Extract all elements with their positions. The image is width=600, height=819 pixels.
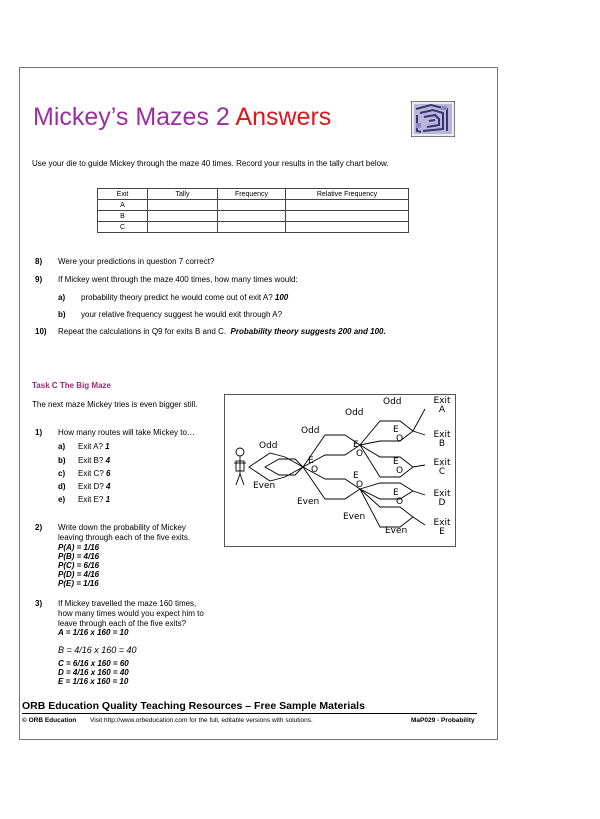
maze-label-odd: Odd	[383, 397, 402, 407]
q10-text: Repeat the calculations in Q9 for exits B and C. Probability theory suggests 200 and 100.	[58, 327, 386, 336]
tc-q1-item: Exit E? 1	[78, 495, 111, 504]
tc-q3-answer: E = 1/16 x 160 = 10	[58, 677, 129, 686]
table-cell: C	[98, 222, 148, 233]
maze-eo-o: O	[396, 434, 404, 444]
tc-q3-line: If Mickey travelled the maze 160 times,	[58, 599, 197, 608]
maze-label-odd: Odd	[345, 408, 364, 418]
intro-text: Use your die to guide Mickey through the maze 40 times. Record your results in the tally chart below.	[32, 159, 389, 168]
q9a-text: probability theory predict he would come out of exit A? 100	[81, 293, 289, 302]
tc-q1-item-label: c)	[58, 469, 66, 478]
tc-q1-item: Exit B? 4	[78, 456, 111, 465]
title-part1: Mickey’s Mazes 2	[33, 103, 230, 131]
maze-eo-o: O	[311, 465, 319, 475]
maze-eo-e: E	[353, 471, 359, 481]
tc-q1-item-label: e)	[58, 495, 66, 504]
tc-q3-line: how many times would you expect him to	[58, 609, 204, 618]
tc-q1-text: How many routes will take Mickey to…	[58, 428, 195, 437]
table-header: Tally	[148, 189, 218, 200]
table-cell: A	[98, 200, 148, 211]
q8-number: 8)	[35, 257, 43, 266]
q9b-text: your relative frequency suggest he would exit through A?	[81, 310, 283, 319]
maze-exit-c: Exit C	[433, 458, 451, 477]
tc-q2-answer: P(C) = 6/16	[58, 561, 100, 570]
maze-eo-o: O	[356, 480, 364, 490]
maze-eo-e: E	[308, 456, 314, 466]
maze-exit-d: Exit D	[433, 489, 451, 508]
q9a-answer: 100	[274, 293, 289, 302]
maze-exit-b: Exit B	[433, 430, 451, 449]
q9-number: 9)	[35, 275, 43, 284]
tc-q1-number: 1)	[35, 428, 43, 437]
tc-q3-line: leave through each of the five exits?	[58, 619, 187, 628]
tc-q1-item: Exit D? 4	[78, 482, 111, 491]
maze-label-even: Even	[385, 526, 408, 536]
tc-q3-number: 3)	[35, 599, 43, 608]
maze-label-even: Even	[297, 497, 320, 507]
task-c-intro: The next maze Mickey tries is even bigger still.	[32, 400, 198, 409]
table-header: Frequency	[218, 189, 286, 200]
tc-q1-item-label: a)	[58, 442, 66, 451]
footer-divider	[22, 713, 477, 714]
table-header: Relative Frequency	[286, 189, 409, 200]
tally-table	[97, 188, 409, 233]
maze-eo-o: O	[356, 449, 364, 459]
q8-text: Were your predictions in question 7 correct?	[58, 257, 215, 266]
footer-copyright: © ORB Education	[22, 717, 77, 724]
maze-label-even: Even	[343, 512, 366, 522]
tc-q1-item: Exit A? 1	[78, 442, 110, 451]
q9-text: If Mickey went through the maze 400 times, how many times would:	[58, 275, 298, 284]
table-row	[98, 200, 409, 211]
tc-q3-answer-b: B = 4/16 x 160 = 40	[58, 645, 137, 655]
maze-eo-e: E	[393, 457, 399, 467]
maze-eo-e: E	[393, 488, 399, 498]
q9b-label: b)	[58, 310, 66, 319]
q10-number: 10)	[35, 327, 47, 336]
q9a-label: a)	[58, 293, 66, 302]
table-row	[98, 222, 409, 233]
page-title	[33, 103, 331, 132]
tc-q2-answer: P(E) = 1/16	[58, 579, 99, 588]
table-cell: B	[98, 211, 148, 222]
tc-q2-line: Write down the probability of Mickey	[58, 523, 186, 532]
maze-label-even: Even	[253, 481, 276, 491]
tc-q3-answer: C = 6/16 x 160 = 60	[58, 659, 129, 668]
footer-visit: Visit http://www.orbeducation.com for the full, editable versions with solutions.	[90, 717, 313, 724]
tc-q3-answer: A = 1/16 x 160 = 10	[58, 628, 129, 637]
task-c-heading: Task C The Big Maze	[32, 381, 111, 390]
maze-label-odd: Odd	[259, 441, 278, 451]
maze-logo-icon	[411, 101, 455, 137]
footer-title: ORB Education Quality Teaching Resources – Free Sample Materials	[22, 700, 365, 712]
tc-q3-answer: D = 4/16 x 160 = 40	[58, 668, 129, 677]
table-row	[98, 211, 409, 222]
maze-exit-e: Exit E	[433, 518, 451, 537]
maze-eo-o: O	[396, 497, 404, 507]
q10-answer: Probability theory suggests 200 and 100.	[230, 327, 386, 336]
tc-q1-item-label: d)	[58, 482, 66, 491]
maze-eo-o: O	[396, 466, 404, 476]
maze-exit-a: Exit A	[433, 396, 451, 415]
maze-paths	[225, 395, 455, 546]
tc-q2-answer: P(D) = 4/16	[58, 570, 100, 579]
tc-q2-line: leaving through each of the five exits.	[58, 533, 191, 542]
maze-label-odd: Odd	[301, 426, 320, 436]
title-part2: Answers	[235, 103, 332, 131]
tc-q2-answer: P(A) = 1/16	[58, 543, 100, 552]
maze-eo-e: E	[393, 425, 399, 435]
tc-q1-item-label: b)	[58, 456, 66, 465]
table-header-row	[98, 189, 409, 200]
maze-eo-e: E	[353, 440, 359, 450]
footer-code: MaP029 - Probability	[411, 717, 475, 724]
tc-q1-item: Exit C? 6	[78, 469, 111, 478]
table-header: Exit	[98, 189, 148, 200]
maze-diagram	[224, 394, 456, 547]
tc-q2-answer: P(B) = 4/16	[58, 552, 100, 561]
tc-q2-number: 2)	[35, 523, 43, 532]
